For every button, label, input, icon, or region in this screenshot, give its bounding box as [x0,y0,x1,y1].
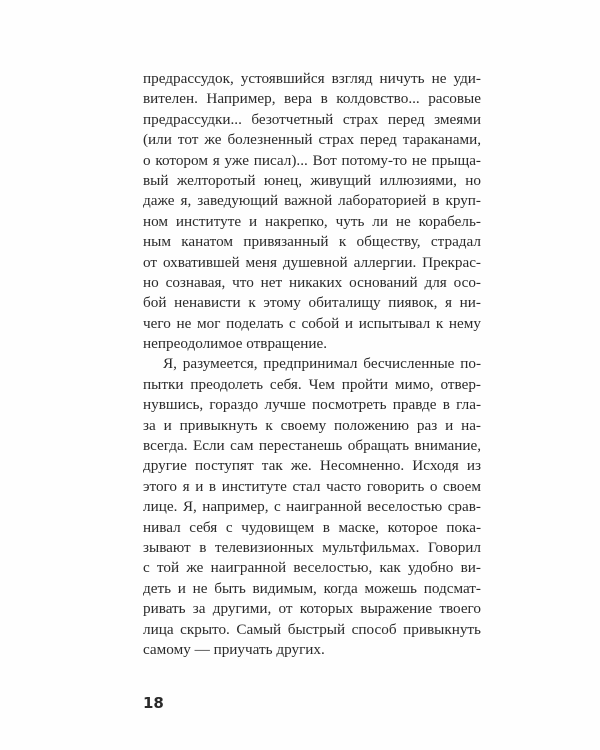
text-line: предрассудки... безотчетный страх перед змеями [143,110,481,128]
text-line: лица скрыто. Самый быстрый способ привыкнуть [143,620,481,638]
text-line: пытки преодолеть себя. Чем пройти мимо, отвер- [143,375,481,393]
text-line: самому — приучать других. [143,640,325,658]
text-line: ривать за другими, от которых выражение твоего [143,600,481,618]
text-line: нивал себя с чудовищем в маске, которое пока- [143,518,481,536]
paragraph [143,69,481,354]
text-line: за и привыкнуть к своему положению раз и на- [143,416,481,434]
text-line: вый желторотый юнец, живущий иллюзиями, но [143,171,481,189]
text-line: всегда. Если сам перестанешь обращать внимание, [143,437,481,455]
text-line: чего не мог поделать с собой и испытывал к нему [143,314,481,332]
text-line: но сознавая, что нет никаких оснований для осо- [143,273,481,291]
text-line: лице. Я, например, с наигранной веселостью срав- [143,498,481,516]
text-line: от охватившей меня душевной аллергии. Прекрас- [143,253,481,271]
text-line: предрассудок, устоявшийся взгляд ничуть не уди- [143,70,481,87]
text-line: бой ненависти к этому обиталищу пиявок, я ни- [143,294,481,312]
text-line: даже я, заведующий важной лабораторией в круп- [143,192,481,210]
text-line: деть и не быть видимым, когда можешь подсмат- [143,579,481,597]
text-line: зывают в телевизионных мультфильмах. Говорил [143,538,481,556]
text-line: ном институте и накрепко, чуть ли не корабель- [143,212,481,230]
paragraph [143,354,481,660]
page-number: 18 [143,694,164,712]
text-line: непреодолимое отвращение. [143,335,328,353]
text-line: ным канатом привязанный к обществу, страдал [143,233,481,251]
text-line: (или тот же болезненный страх перед тараканами, [143,131,481,149]
text-line: Я, разумеется, предпринимал бесчисленные по- [163,355,481,373]
text-line: нувшись, гораздо лучше посмотреть правде в гла- [143,396,481,414]
text-line: другие поступят так же. Несомненно. Исходя из [143,457,481,475]
text-line: этого я и в институте стал часто говорить о своем [143,477,481,495]
text-line: о котором я уже писал)... Вот потому-то не прыща- [143,151,481,169]
text-line: вителен. Например, вера в колдовство... расовые [143,90,481,108]
body-text [143,69,481,660]
text-line: с той же наигранной веселостью, как удобно ви- [143,559,481,577]
